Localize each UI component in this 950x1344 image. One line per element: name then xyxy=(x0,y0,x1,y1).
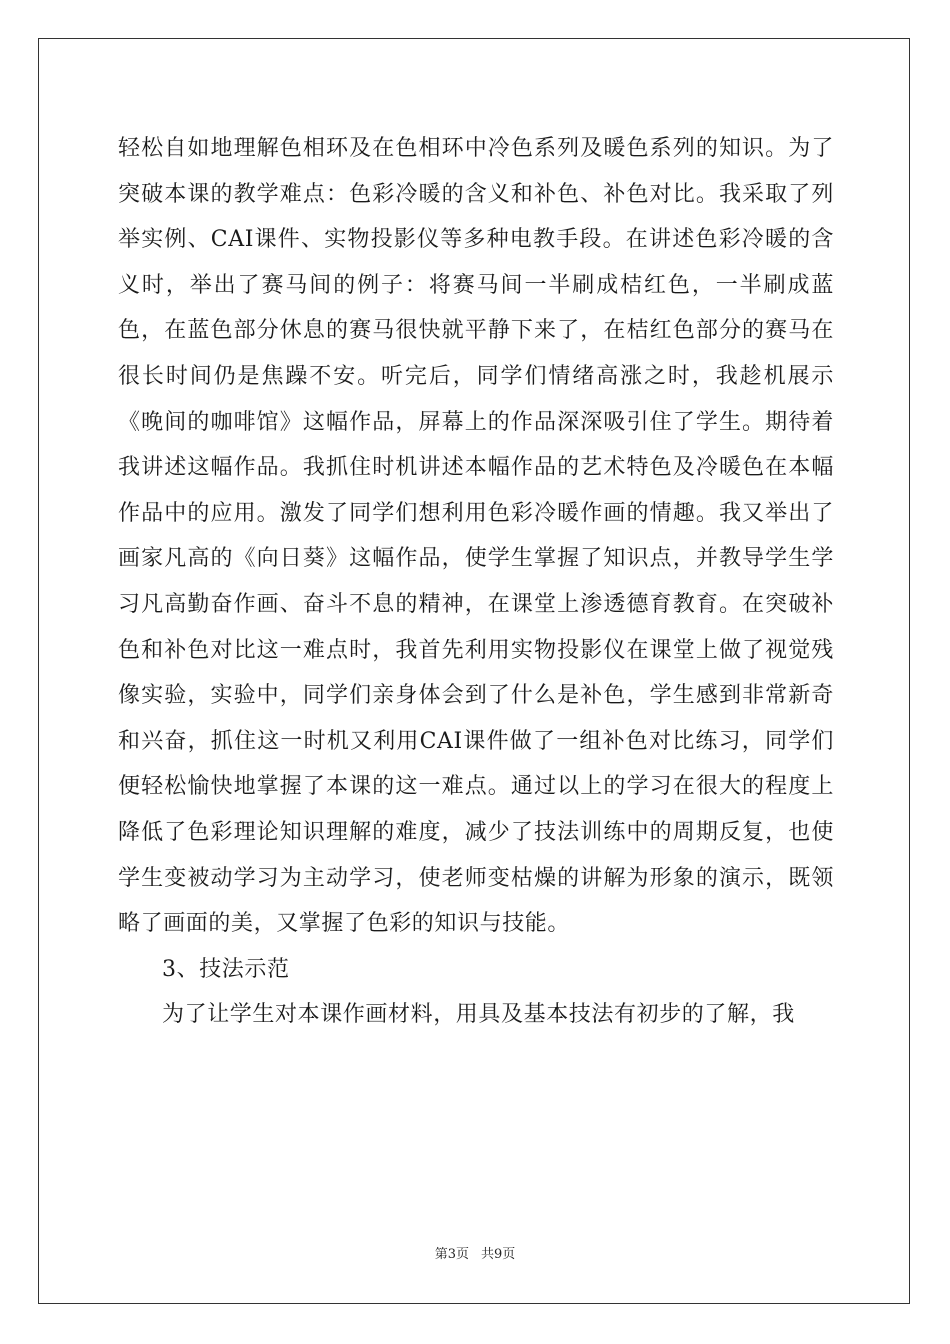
document-body xyxy=(118,126,834,1038)
body-paragraph: 轻松自如地理解色相环及在色相环中冷色系列及暖色系列的知识。为了突破本课的教学难点：色彩冷暖的含义和补色、补色对比。我采取了列举实例、CAI课件、实物投影仪等多种电教手段。在讲述色彩冷暖的含义时，举出了赛马间的例子：将赛马间一半刷成桔红色，一半刷成蓝色，在蓝色部分休息的赛马很快就平静下来了，在桔红色部分的赛马在很长时间仍是焦躁不安。听完后，同学们情绪高涨之时，我趁机展示《晚间的咖啡馆》这幅作品，屏幕上的作品深深吸引住了学生。期待着我讲述这幅作品。我抓住时机讲述本幅作品的艺术特色及冷暖色在本幅作品中的应用。激发了同学们想利用色彩冷暖作画的情趣。我又举出了画家凡高的《向日葵》这幅作品，使学生掌握了知识点，并教导学生学习凡高勤奋作画、奋斗不息的精神，在课堂上渗透德育教育。在突破补色和补色对比这一难点时，我首先利用实物投影仪在课堂上做了视觉残像实验，实验中，同学们亲身体会到了什么是补色，学生感到非常新奇和兴奋，抓住这一时机又利用CAI课件做了一组补色对比练习，同学们便轻松愉快地掌握了本课的这一难点。通过以上的学习在很大的程度上降低了色彩理论知识理解的难度，减少了技法训练中的周期反复，也使学生变被动学习为主动学习，使老师变枯燥的讲解为形象的演示，既领略了画面的美，又掌握了色彩的知识与技能。 xyxy=(118,136,834,937)
page-total: 共9页 xyxy=(481,1247,516,1262)
closing-paragraph: 为了让学生对本课作画材料，用具及基本技法有初步的了解，我 xyxy=(162,1002,795,1028)
page-footer xyxy=(0,1246,950,1264)
section-heading: 3、技法示范 xyxy=(162,956,290,982)
page-number: 第3页 xyxy=(434,1247,469,1262)
